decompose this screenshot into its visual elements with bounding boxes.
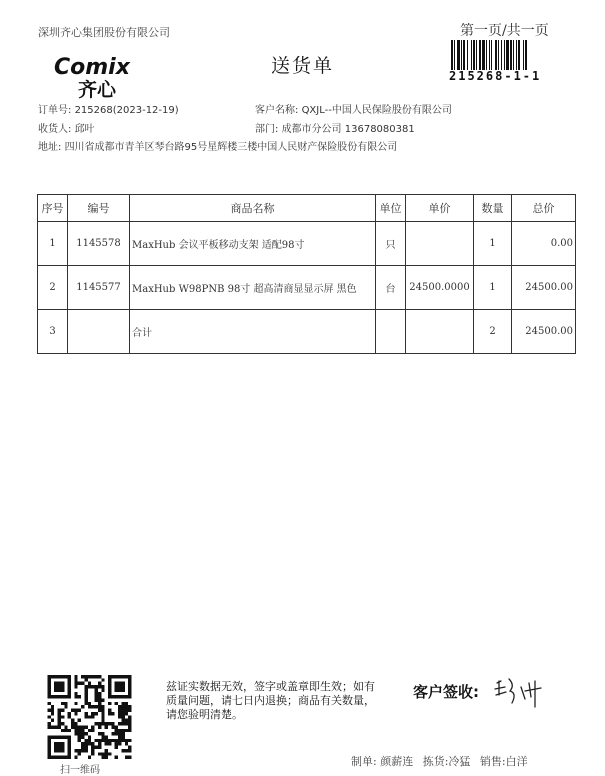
cell-total: 0.00 [512, 222, 576, 266]
cell-product: 合计 [130, 310, 376, 354]
column-header-unit: 单位 [376, 195, 406, 222]
customer-name-label: 客户名称: [255, 105, 299, 116]
cell-index: 1 [38, 222, 68, 266]
cell-index: 3 [38, 310, 68, 354]
column-header-price: 单价 [406, 195, 474, 222]
cell-total: 24500.00 [512, 266, 576, 310]
notice-text: 兹证实数据无效，签字或盖章即生效；如有质量问题，请七日内退换；商品有关数量，请您验明清楚。 [166, 680, 375, 721]
column-header-index: 序号 [38, 195, 68, 222]
qr-code [44, 675, 135, 759]
cell-code [68, 310, 130, 354]
table-row [38, 222, 576, 266]
customer-name-value: QXJL--中国人民保险股份有限公司 [301, 105, 452, 116]
picker: 拣货:冷猛 [422, 755, 471, 768]
cell-quantity: 1 [474, 266, 512, 310]
cell-quantity: 1 [474, 222, 512, 266]
cell-code: 1145578 [68, 222, 130, 266]
cell-price: 24500.0000 [406, 266, 474, 310]
address [38, 138, 397, 153]
cell-product: MaxHub 会议平板移动支架 适配98寸 [130, 222, 376, 266]
cell-unit [376, 310, 406, 354]
department-label: 部门: [255, 124, 279, 135]
order-number [38, 101, 179, 116]
order-number-label: 订单号: [38, 105, 72, 116]
table-header-row [38, 195, 576, 222]
page-info: 第一页/共一页 [460, 23, 549, 39]
column-header-total: 总价 [512, 195, 576, 222]
cell-price [406, 222, 474, 266]
logo-text: Comix [54, 55, 130, 80]
department [255, 120, 415, 135]
receiver-label: 收货人: [38, 124, 72, 135]
column-header-quantity: 数量 [474, 195, 512, 222]
sales: 销售:白洋 [479, 755, 528, 768]
logo-chinese: 齐心 [78, 79, 117, 100]
column-header-code: 编号 [68, 195, 130, 222]
cell-unit: 台 [376, 266, 406, 310]
barcode-number: 215268-1-1 [449, 69, 542, 83]
cell-index: 2 [38, 266, 68, 310]
cell-product: MaxHub W98PNB 98寸 超高清商显显示屏 黑色 [130, 266, 376, 310]
maker: 制单: 颜薪连 [351, 755, 414, 768]
address-value: 四川省成都市青羊区琴台路95号星辉楼三楼中国人民财产保险股份有限公司 [64, 142, 398, 153]
table-row [38, 266, 576, 310]
customer-name [255, 101, 452, 116]
qr-label: 扫一维码 [60, 765, 100, 776]
cell-price [406, 310, 474, 354]
column-header-product: 商品名称 [130, 195, 376, 222]
customer-sign-label: 客户签收: [413, 683, 479, 701]
department-value: 成都市分公司 13678080381 [281, 124, 415, 135]
table-row-summary [38, 310, 576, 354]
cell-quantity: 2 [474, 310, 512, 354]
address-label: 地址: [38, 142, 62, 153]
receiver-value: 邱叶 [74, 124, 95, 135]
barcode [450, 40, 554, 70]
items-table [37, 194, 576, 354]
company-name: 深圳齐心集团股份有限公司 [38, 26, 170, 39]
cell-code: 1145577 [68, 266, 130, 310]
cell-total: 24500.00 [512, 310, 576, 354]
signature [491, 675, 547, 711]
receiver [38, 120, 95, 135]
order-number-value: 215268(2023-12-19) [74, 105, 179, 116]
page-title: 送货单 [270, 55, 334, 77]
cell-unit: 只 [376, 222, 406, 266]
footer-staff [351, 753, 534, 769]
